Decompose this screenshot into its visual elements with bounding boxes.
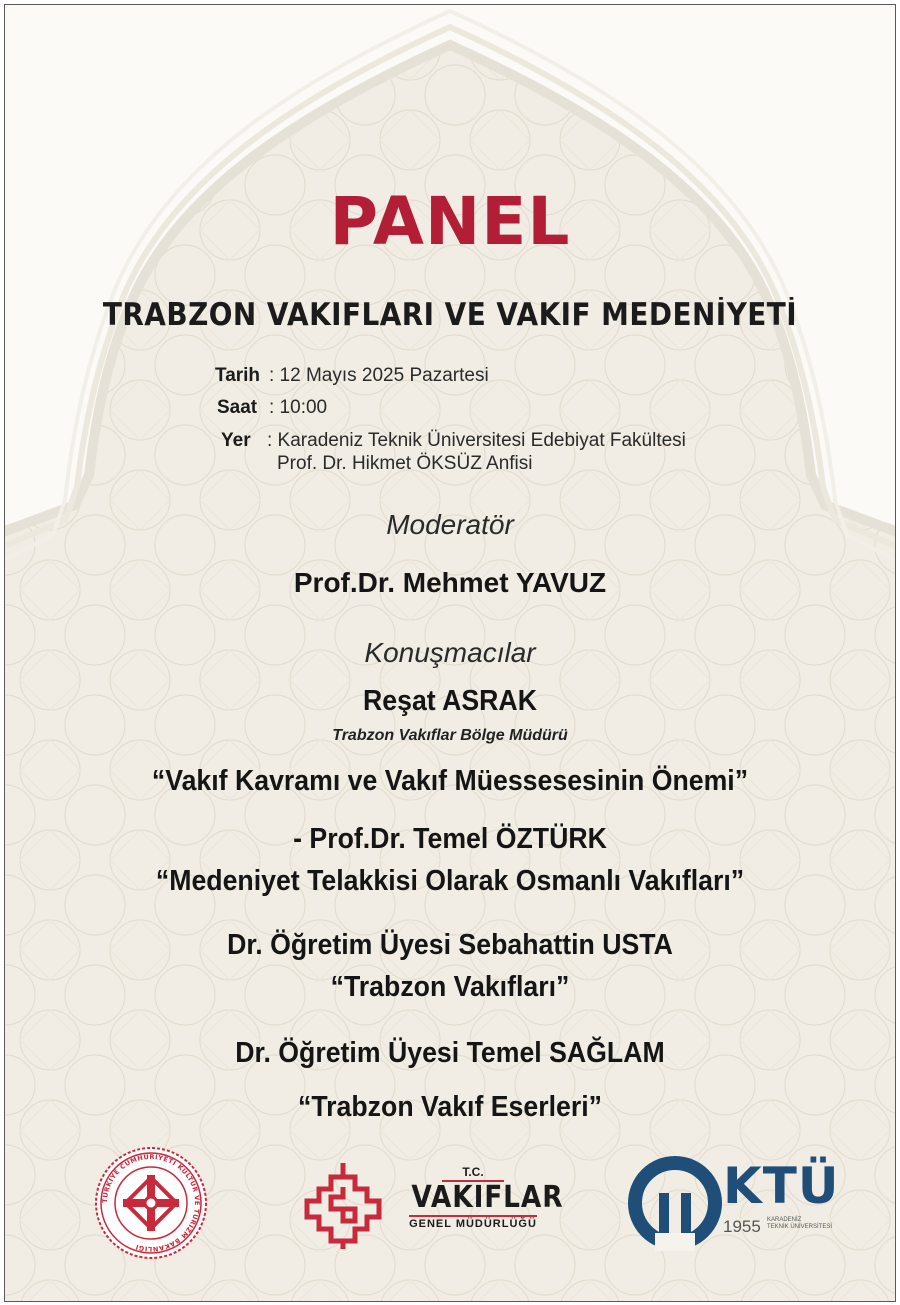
vgm-mark-icon — [301, 1157, 385, 1253]
panel-title: PANEL — [329, 183, 571, 260]
speaker-topic: “Trabzon Vakıfları” — [330, 971, 570, 1003]
place-label: Yer — [221, 430, 251, 451]
ktu-name: KTÜ — [723, 1157, 840, 1215]
ktu-subtitle — [767, 1217, 832, 1231]
place-value-line1: : Karadeniz Teknik Üniversitesi Edebiyat Fakültesi — [267, 430, 686, 451]
speaker-role: Trabzon Vakıflar Bölge Müdürü — [332, 727, 568, 744]
poster — [4, 4, 896, 1302]
time-value: : 10:00 — [269, 397, 328, 418]
date-label: Tarih — [215, 365, 261, 386]
moderator-name: Prof.Dr. Mehmet YAVUZ — [293, 567, 607, 598]
time-label: Saat — [217, 397, 258, 418]
vgm-logo-text — [403, 1163, 564, 1232]
moderator-label: Moderatör — [386, 509, 514, 540]
ktu-logo-icon — [625, 1153, 725, 1253]
ministry-ring-text: TÜRKİYE CUMHURİYETİ KÜLTÜR VE TURİZM BAKANLIĞI — [100, 1152, 202, 1254]
ktu-subtitle-line2: TEKNİK ÜNİVERSİTESİ — [767, 1224, 833, 1230]
speakers-label: Konuşmacılar — [364, 637, 536, 668]
vgm-top-text: T.C. — [442, 1165, 503, 1182]
vgm-main-text: VAKIFLAR — [411, 1180, 564, 1215]
ktu-subtitle-line1: KARADENİZ — [767, 1217, 802, 1223]
speaker-name: Dr. Öğretim Üyesi Sebahattin USTA — [227, 929, 673, 961]
speaker-name: Reşat ASRAK — [363, 685, 537, 717]
ktu-year: 1955 — [723, 1217, 761, 1236]
panel-subtitle: TRABZON VAKIFLARI VE VAKIF MEDENİYETİ — [102, 297, 798, 333]
speaker-topic: “Medeniyet Telakkisi Olarak Osmanlı Vakıfları” — [155, 865, 745, 897]
ministry-seal-icon — [93, 1145, 209, 1261]
speaker-topic: “Trabzon Vakıf Eserleri” — [297, 1091, 602, 1123]
place-value-line2: Prof. Dr. Hikmet ÖKSÜZ Anfisi — [277, 453, 533, 474]
date-value: : 12 Mayıs 2025 Pazartesi — [269, 365, 489, 386]
speaker-name: - Prof.Dr. Temel ÖZTÜRK — [293, 823, 607, 855]
speaker-topic: “Vakıf Kavramı ve Vakıf Müessesesinin Önemi” — [151, 765, 749, 797]
speaker-name: Dr. Öğretim Üyesi Temel SAĞLAM — [235, 1037, 665, 1069]
vgm-bottom-text: GENEL MÜDÜRLÜĞÜ — [409, 1215, 537, 1230]
